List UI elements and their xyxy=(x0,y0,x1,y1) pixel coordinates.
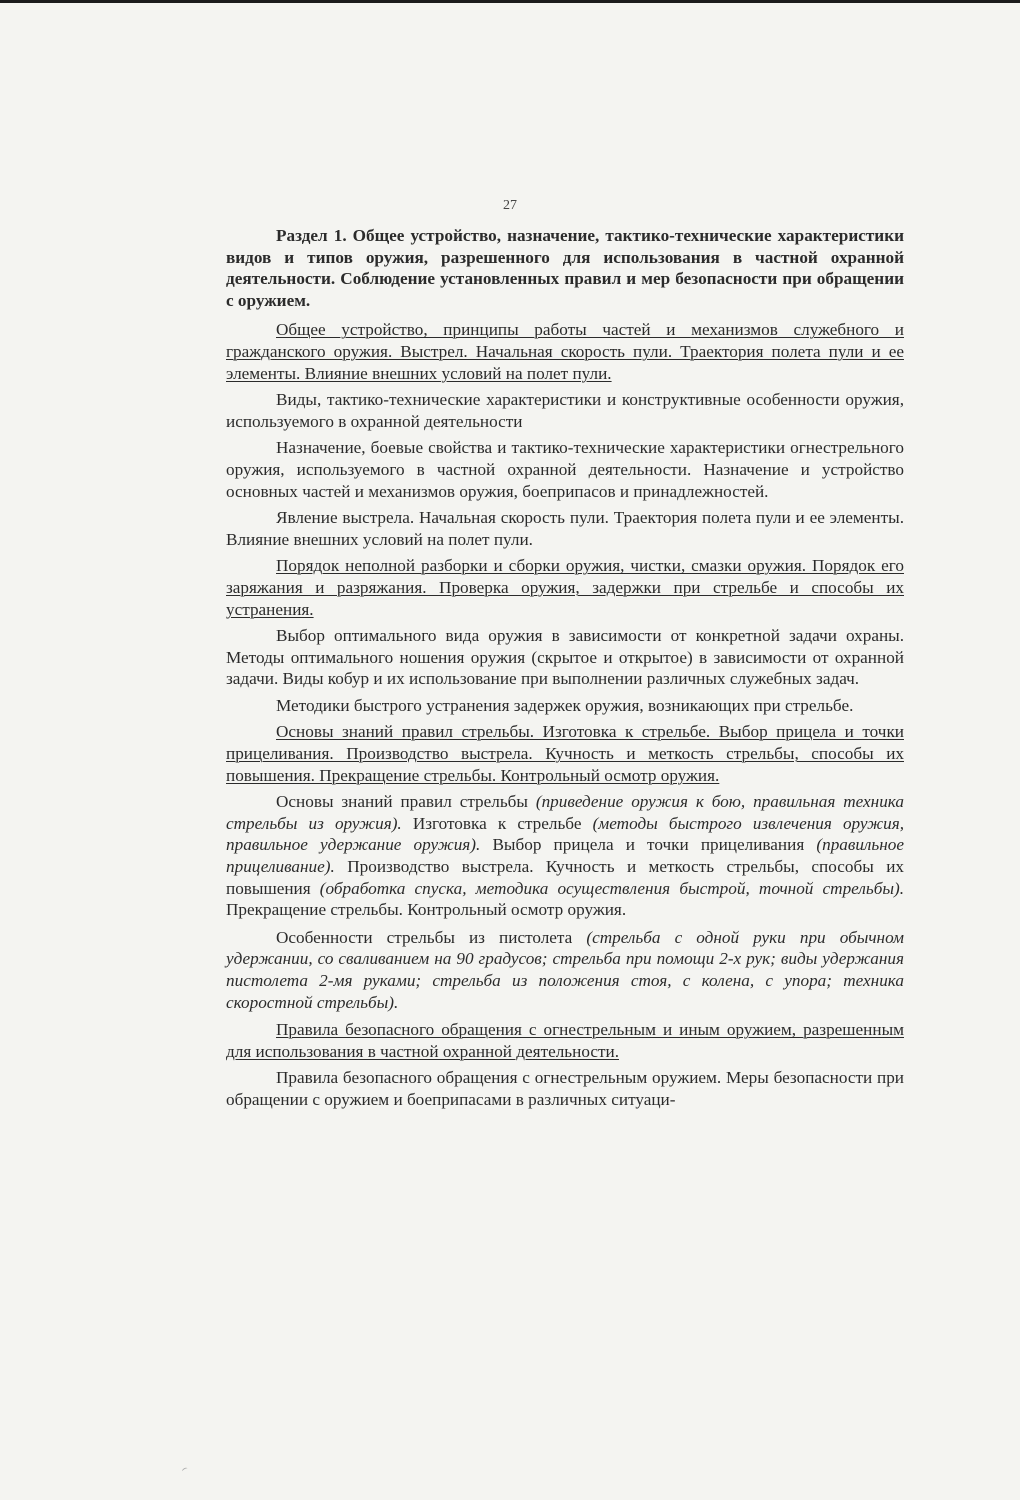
p9-text-1: Основы знаний правил стрельбы xyxy=(276,792,536,812)
p10-italic-1: (стрельба с одной руки при обычном удержании, со сваливанием на 90 градусов; стрельба при помощи 2-х рук; виды удержания пистолета 2-мя руками; стрельба из положения стоя, с колена, с упора; техника скоростной стрельбы). xyxy=(226,927,904,1012)
scan-top-edge xyxy=(0,0,1020,3)
topic-paragraph-8: Основы знаний правил стрельбы. Изготовка к стрельбе. Выбор прицела и точки прицеливания. Производство выстрела. Кучность и меткость стрельбы, способы их повышения. Прекращение стрельбы. Контрольный осмотр оружия. xyxy=(226,722,904,785)
p9-italic-4: (обработка спуска, методика осуществления быстрой, точной стрельбы). xyxy=(319,878,904,898)
scan-speck xyxy=(181,1467,188,1473)
body-paragraph-10 xyxy=(226,927,904,1013)
p9-text-5: Прекращение стрельбы. Контрольный осмотр оружия. xyxy=(226,900,627,920)
topic-paragraph-1: Общее устройство, принципы работы частей и механизмов служебного и гражданского оружия. Выстрел. Начальная скорость пули. Траектория полета пули и ее элементы. Влияние внешних условий на полет пули. xyxy=(226,320,904,383)
body-paragraph-2: Виды, тактико-технические характеристики и конструктивные особенности оружия, используемого в охранной деятельности xyxy=(226,390,904,431)
topic-paragraph-5: Порядок неполной разборки и сборки оружия, чистки, смазки оружия. Порядок его заряжания и разряжания. Проверка оружия, задержки при стрельбе и способы их устранения. xyxy=(226,556,904,619)
body-paragraph-6: Выбор оптимального вида оружия в зависимости от конкретной задачи охраны. Методы оптимального ношения оружия (скрытое и открытое) в зависимости от охранной задачи. Виды кобур и их использование при выполнении различных служебных задач. xyxy=(226,626,904,689)
body-paragraph-4: Явление выстрела. Начальная скорость пули. Траектория полета пули и ее элементы. Влияние внешних условий на полет пули. xyxy=(226,508,904,549)
section-heading: Раздел 1. Общее устройство, назначение, тактико-технические характеристики видов и типов оружия, разрешенного для использования в частной охранной деятельности. Соблюдение установленных правил и мер безопасности при обращении с оружием. xyxy=(226,226,904,310)
p9-text-4: Производство выстрела. Кучность и меткость стрельбы, способы их повышения xyxy=(226,857,904,898)
topic-paragraph-11: Правила безопасного обращения с огнестрельным и иным оружием, разрешенным для использования в частной охранной деятельности. xyxy=(226,1020,904,1061)
body-paragraph-7: Методики быстрого устранения задержек оружия, возникающих при стрельбе. xyxy=(276,695,854,715)
body-paragraph-12: Правила безопасного обращения с огнестрельным оружием. Меры безопасности при обращении с оружием и боеприпасами в различных ситуаци- xyxy=(226,1068,904,1109)
p9-italic-3: (правильное прицеливание). xyxy=(226,835,904,877)
page-number: 27 xyxy=(503,198,517,213)
body-paragraph-9 xyxy=(226,791,904,921)
p9-text-3: Выбор прицела и точки прицеливания xyxy=(480,835,817,855)
document-body xyxy=(226,225,904,1116)
p9-italic-1: (приведение оружия к бою, правильная техника стрельбы из оружия). xyxy=(226,792,904,833)
body-paragraph-3: Назначение, боевые свойства и тактико-технические характеристики огнестрельного оружия, используемого в частной охранной деятельности. Назначение и устройство основных частей и механизмов оружия, боеприпасов и принадлежностей. xyxy=(226,438,904,501)
p9-italic-2: (методы быстрого извлечения оружия, правильное удержание оружия). xyxy=(226,813,904,855)
p10-text-1: Особенности стрельбы из пистолета xyxy=(276,927,587,947)
p9-text-2: Изготовка к стрельбе xyxy=(401,813,593,833)
